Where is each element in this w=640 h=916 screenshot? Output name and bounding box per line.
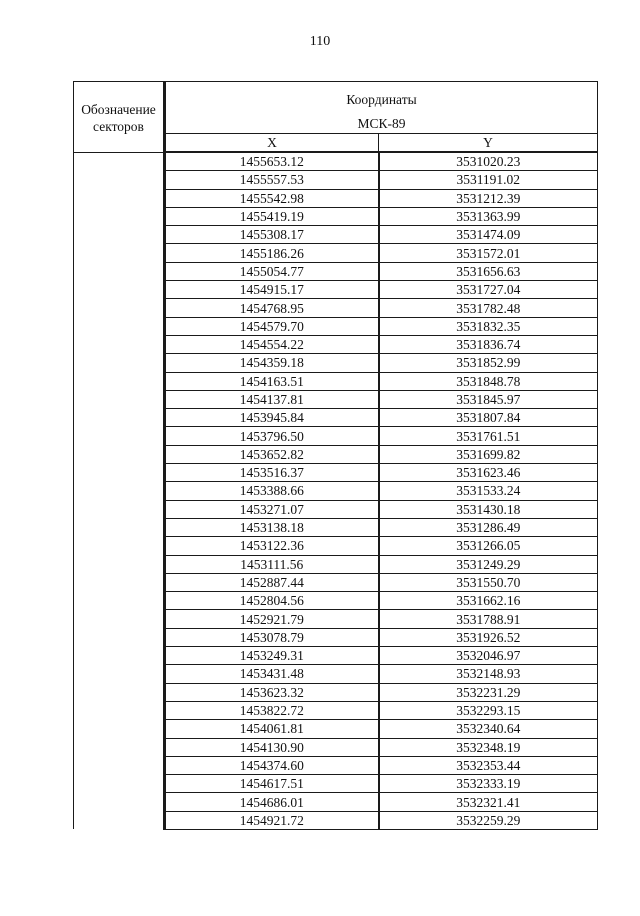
x-coordinate-cell: 1454617.51 [165, 775, 379, 793]
sector-header-line-2: секторов [93, 119, 144, 134]
x-coordinate-cell: 1454163.51 [165, 372, 379, 390]
y-coordinate-cell: 3531727.04 [379, 281, 598, 299]
page-number: 110 [309, 34, 331, 49]
y-coordinate-cell: 3531845.97 [379, 390, 598, 408]
x-coordinate-cell: 1453249.31 [165, 647, 379, 665]
y-coordinate-cell: 3532340.64 [379, 720, 598, 738]
sector-cell [74, 152, 165, 829]
y-coordinate-cell: 3532046.97 [379, 647, 598, 665]
table-body [74, 152, 598, 829]
table-header [74, 82, 598, 153]
x-coordinate-cell: 1453623.32 [165, 683, 379, 701]
x-coordinate-cell: 1454061.81 [165, 720, 379, 738]
y-coordinate-cell: 3531836.74 [379, 335, 598, 353]
x-coordinate-cell: 1453652.82 [165, 445, 379, 463]
y-coordinate-cell: 3531572.01 [379, 244, 598, 262]
y-coordinate-cell: 3531430.18 [379, 500, 598, 518]
x-coordinate-cell: 1452804.56 [165, 592, 379, 610]
coordinates-label: Координаты [346, 92, 417, 107]
y-column-header: Y [379, 134, 598, 153]
y-coordinate-cell: 3531020.23 [379, 152, 598, 171]
y-coordinate-cell: 3531623.46 [379, 464, 598, 482]
y-coordinate-cell: 3531191.02 [379, 171, 598, 189]
y-coordinate-cell: 3531788.91 [379, 610, 598, 628]
y-coordinate-cell: 3531474.09 [379, 226, 598, 244]
sector-header-line-1: Обозначение [81, 102, 156, 117]
x-coordinate-cell: 1454768.95 [165, 299, 379, 317]
coordinates-table [73, 81, 598, 830]
y-coordinate-cell: 3532259.29 [379, 811, 598, 829]
x-coordinate-cell: 1454359.18 [165, 354, 379, 372]
table-row [74, 152, 598, 171]
x-coordinate-cell: 1453271.07 [165, 500, 379, 518]
y-coordinate-cell: 3531363.99 [379, 207, 598, 225]
y-coordinate-cell: 3531926.52 [379, 628, 598, 646]
x-coordinate-cell: 1454554.22 [165, 335, 379, 353]
x-coordinate-cell: 1454374.60 [165, 756, 379, 774]
y-coordinate-cell: 3531662.16 [379, 592, 598, 610]
x-coordinate-cell: 1454686.01 [165, 793, 379, 811]
x-coordinate-cell: 1454137.81 [165, 390, 379, 408]
coordinate-system-label: МСК-89 [357, 116, 406, 131]
x-coordinate-cell: 1453111.56 [165, 555, 379, 573]
y-coordinate-cell: 3532348.19 [379, 738, 598, 756]
y-coordinate-cell: 3531249.29 [379, 555, 598, 573]
x-coordinate-cell: 1455186.26 [165, 244, 379, 262]
x-coordinate-cell: 1453945.84 [165, 409, 379, 427]
x-coordinate-cell: 1455557.53 [165, 171, 379, 189]
x-coordinate-cell: 1453431.48 [165, 665, 379, 683]
x-coordinate-cell: 1455542.98 [165, 189, 379, 207]
y-coordinate-cell: 3532293.15 [379, 701, 598, 719]
y-coordinate-cell: 3532148.93 [379, 665, 598, 683]
x-column-header: X [165, 134, 379, 153]
x-coordinate-cell: 1455308.17 [165, 226, 379, 244]
y-coordinate-cell: 3532353.44 [379, 756, 598, 774]
y-coordinate-cell: 3531699.82 [379, 445, 598, 463]
x-coordinate-cell: 1452921.79 [165, 610, 379, 628]
x-coordinate-cell: 1453122.36 [165, 537, 379, 555]
x-coordinate-cell: 1454579.70 [165, 317, 379, 335]
y-coordinate-cell: 3531656.63 [379, 262, 598, 280]
x-coordinate-cell: 1453516.37 [165, 464, 379, 482]
y-coordinate-cell: 3532321.41 [379, 793, 598, 811]
x-coordinate-cell: 1453138.18 [165, 518, 379, 536]
y-coordinate-cell: 3531212.39 [379, 189, 598, 207]
sector-designation-header [74, 82, 165, 153]
y-coordinate-cell: 3531782.48 [379, 299, 598, 317]
x-coordinate-cell: 1455419.19 [165, 207, 379, 225]
x-coordinate-cell: 1455054.77 [165, 262, 379, 280]
y-coordinate-cell: 3531550.70 [379, 573, 598, 591]
x-coordinate-cell: 1454915.17 [165, 281, 379, 299]
y-coordinate-cell: 3531286.49 [379, 518, 598, 536]
y-coordinate-cell: 3532333.19 [379, 775, 598, 793]
y-coordinate-cell: 3531848.78 [379, 372, 598, 390]
y-coordinate-cell: 3531761.51 [379, 427, 598, 445]
x-coordinate-cell: 1453078.79 [165, 628, 379, 646]
x-coordinate-cell: 1455653.12 [165, 152, 379, 171]
x-coordinate-cell: 1453822.72 [165, 701, 379, 719]
y-coordinate-cell: 3531533.24 [379, 482, 598, 500]
x-coordinate-cell: 1454130.90 [165, 738, 379, 756]
x-coordinate-cell: 1453388.66 [165, 482, 379, 500]
y-coordinate-cell: 3531807.84 [379, 409, 598, 427]
x-coordinate-cell: 1453796.50 [165, 427, 379, 445]
y-coordinate-cell: 3532231.29 [379, 683, 598, 701]
x-coordinate-cell: 1452887.44 [165, 573, 379, 591]
y-coordinate-cell: 3531832.35 [379, 317, 598, 335]
y-coordinate-cell: 3531266.05 [379, 537, 598, 555]
x-coordinate-cell: 1454921.72 [165, 811, 379, 829]
y-coordinate-cell: 3531852.99 [379, 354, 598, 372]
coordinates-header [165, 82, 598, 134]
